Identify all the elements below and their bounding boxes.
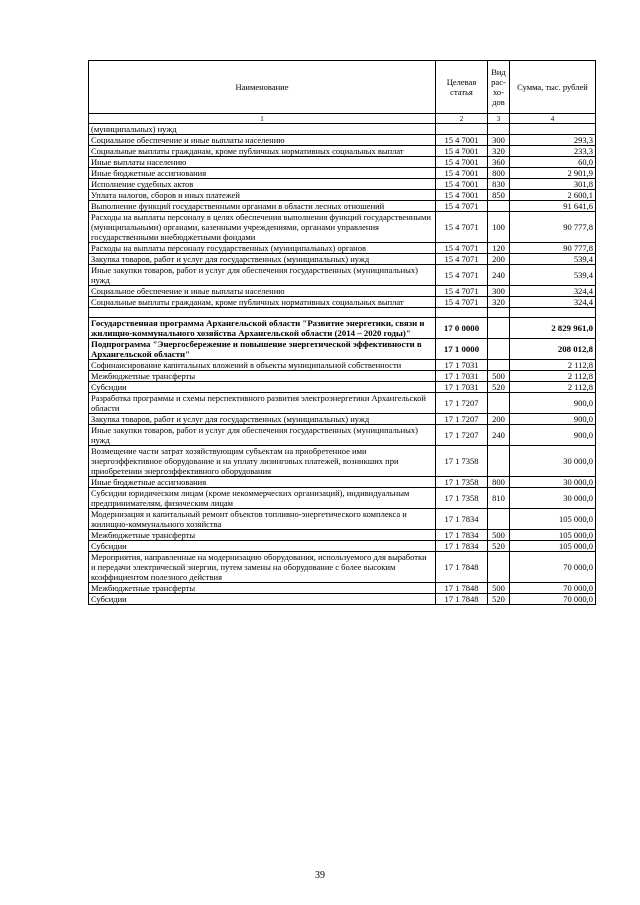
- table-row: [89, 243, 596, 254]
- row-amount: 2 112,8: [510, 360, 596, 371]
- row-expense-type: [488, 509, 510, 530]
- row-name: Социальное обеспечение и иные выплаты населению: [89, 135, 436, 146]
- row-name: Расходы на выплаты персоналу государственных (муниципальных) органов: [89, 243, 436, 254]
- row-amount: 301,8: [510, 179, 596, 190]
- row-name: Субсидии юридическим лицам (кроме некоммерческих организаций), индивидуальным предпринимателям, физическим лицам: [89, 488, 436, 509]
- row-expense-type: 320: [488, 297, 510, 308]
- row-expense-type: 520: [488, 594, 510, 605]
- row-expense-type: 300: [488, 286, 510, 297]
- row-target-code: 17 1 7031: [436, 360, 488, 371]
- row-name: Уплата налогов, сборов и иных платежей: [89, 190, 436, 201]
- row-amount: 324,4: [510, 297, 596, 308]
- row-target-code: [436, 124, 488, 135]
- row-expense-type: 120: [488, 243, 510, 254]
- row-name: [89, 308, 436, 318]
- row-amount: 90 777,8: [510, 212, 596, 243]
- table-row: [89, 382, 596, 393]
- table-row: [89, 360, 596, 371]
- row-amount: 233,3: [510, 146, 596, 157]
- table-row: [89, 477, 596, 488]
- table-row: [89, 212, 596, 243]
- row-target-code: 17 0 0000: [436, 318, 488, 339]
- row-expense-type: 200: [488, 254, 510, 265]
- row-name: Иные закупки товаров, работ и услуг для обеспечения государственных (муниципальных) нужд: [89, 265, 436, 286]
- row-amount: 2 901,9: [510, 168, 596, 179]
- row-expense-type: [488, 339, 510, 360]
- row-amount: [510, 124, 596, 135]
- row-name: Социальное обеспечение и иные выплаты населению: [89, 286, 436, 297]
- table-row: [89, 530, 596, 541]
- table-row: [89, 339, 596, 360]
- table-body: [89, 124, 596, 605]
- row-expense-type: [488, 318, 510, 339]
- table-row: [89, 552, 596, 583]
- table-row: [89, 135, 596, 146]
- row-amount: 30 000,0: [510, 477, 596, 488]
- row-amount: 208 012,8: [510, 339, 596, 360]
- table-row: [89, 318, 596, 339]
- row-amount: 900,0: [510, 393, 596, 414]
- row-target-code: 15 4 7071: [436, 254, 488, 265]
- table-row: [89, 190, 596, 201]
- table-row: [89, 583, 596, 594]
- table-row: [89, 594, 596, 605]
- row-target-code: 15 4 7001: [436, 157, 488, 168]
- row-name: Иные бюджетные ассигнования: [89, 477, 436, 488]
- row-name: Софинансирование капитальных вложений в объекты муниципальной собственности: [89, 360, 436, 371]
- table-row: [89, 179, 596, 190]
- row-amount: 900,0: [510, 425, 596, 446]
- table-row: [89, 393, 596, 414]
- row-target-code: 17 1 7031: [436, 371, 488, 382]
- row-name: Социальные выплаты гражданам, кроме публичных нормативных социальных выплат: [89, 297, 436, 308]
- row-name: Подпрограмма "Энергосбережение и повышение энергетической эффективности в Архангельской области": [89, 339, 436, 360]
- row-expense-type: [488, 201, 510, 212]
- row-expense-type: 800: [488, 168, 510, 179]
- row-expense-type: [488, 124, 510, 135]
- row-target-code: 17 1 0000: [436, 339, 488, 360]
- row-amount: 70 000,0: [510, 583, 596, 594]
- row-amount: 2 829 961,0: [510, 318, 596, 339]
- row-target-code: 17 1 7207: [436, 425, 488, 446]
- table-row: [89, 286, 596, 297]
- row-expense-type: 520: [488, 541, 510, 552]
- row-name: Выполнение функций государственными органами в области лесных отношений: [89, 201, 436, 212]
- row-name: Субсидии: [89, 594, 436, 605]
- row-name: Иные закупки товаров, работ и услуг для обеспечения государственных (муниципальных) нужд: [89, 425, 436, 446]
- row-expense-type: [488, 552, 510, 583]
- row-target-code: 15 4 7071: [436, 212, 488, 243]
- row-expense-type: 240: [488, 425, 510, 446]
- row-amount: 539,4: [510, 265, 596, 286]
- row-target-code: 17 1 7207: [436, 414, 488, 425]
- row-target-code: 15 4 7071: [436, 286, 488, 297]
- column-number: 4: [510, 114, 596, 124]
- row-amount: 70 000,0: [510, 552, 596, 583]
- row-amount: 30 000,0: [510, 446, 596, 477]
- column-number-row: [89, 114, 596, 124]
- table-row: [89, 254, 596, 265]
- row-amount: 105 000,0: [510, 530, 596, 541]
- row-expense-type: 800: [488, 477, 510, 488]
- row-target-code: 15 4 7001: [436, 146, 488, 157]
- table-row: [89, 541, 596, 552]
- table-row: [89, 509, 596, 530]
- column-number: 1: [89, 114, 436, 124]
- row-target-code: 17 1 7031: [436, 382, 488, 393]
- row-target-code: 17 1 7834: [436, 541, 488, 552]
- row-expense-type: [488, 308, 510, 318]
- page-number: 39: [315, 870, 325, 881]
- row-amount: 2 112,8: [510, 371, 596, 382]
- row-name: Межбюджетные трансферты: [89, 583, 436, 594]
- row-expense-type: 320: [488, 146, 510, 157]
- row-target-code: 15 4 7001: [436, 168, 488, 179]
- row-amount: 91 641,6: [510, 201, 596, 212]
- row-name: Закупка товаров, работ и услуг для государственных (муниципальных) нужд: [89, 414, 436, 425]
- table-row: [89, 371, 596, 382]
- row-expense-type: 520: [488, 382, 510, 393]
- row-name: Иные бюджетные ассигнования: [89, 168, 436, 179]
- row-target-code: 15 4 7071: [436, 265, 488, 286]
- row-target-code: 17 1 7834: [436, 509, 488, 530]
- row-amount: 30 000,0: [510, 488, 596, 509]
- row-name: Исполнение судебных актов: [89, 179, 436, 190]
- row-target-code: 15 4 7071: [436, 201, 488, 212]
- row-amount: 900,0: [510, 414, 596, 425]
- row-target-code: 17 1 7358: [436, 488, 488, 509]
- header-row: [89, 61, 596, 114]
- row-expense-type: 500: [488, 530, 510, 541]
- row-target-code: 17 1 7848: [436, 594, 488, 605]
- row-expense-type: 360: [488, 157, 510, 168]
- row-expense-type: 300: [488, 135, 510, 146]
- table-row: [89, 265, 596, 286]
- row-target-code: 17 1 7848: [436, 552, 488, 583]
- row-target-code: 15 4 7001: [436, 135, 488, 146]
- row-name: Социальные выплаты гражданам, кроме публичных нормативных социальных выплат: [89, 146, 436, 157]
- row-target-code: 17 1 7358: [436, 477, 488, 488]
- row-amount: 2 600,1: [510, 190, 596, 201]
- row-target-code: 17 1 7848: [436, 583, 488, 594]
- row-name: Государственная программа Архангельской области "Развитие энергетики, связи и жилищно-коммунального хозяйства Архангельской области (2014 – 2020 годы)": [89, 318, 436, 339]
- row-name: Межбюджетные трансферты: [89, 530, 436, 541]
- row-amount: 324,4: [510, 286, 596, 297]
- row-name: Субсидии: [89, 382, 436, 393]
- row-amount: 70 000,0: [510, 594, 596, 605]
- header-code: Целевая статья: [436, 61, 488, 114]
- row-expense-type: 100: [488, 212, 510, 243]
- row-name: Разработка программы и схемы перспективного развития электроэнергетики Архангельской области: [89, 393, 436, 414]
- table-row: [89, 124, 596, 135]
- row-name: Расходы на выплаты персоналу в целях обеспечения выполнения функций государственными (муниципальными) органами, казенными учреждениями, органами управления государственными внебюджетными фондами: [89, 212, 436, 243]
- row-target-code: 15 4 7071: [436, 243, 488, 254]
- row-expense-type: 500: [488, 583, 510, 594]
- row-name: Субсидии: [89, 541, 436, 552]
- row-amount: 90 777,8: [510, 243, 596, 254]
- table-row: [89, 146, 596, 157]
- header-sum: Сумма, тыс. рублей: [510, 61, 596, 114]
- row-target-code: 17 1 7358: [436, 446, 488, 477]
- row-expense-type: [488, 446, 510, 477]
- row-name: Иные выплаты населению: [89, 157, 436, 168]
- row-name: Мероприятия, направленные на модернизацию оборудования, используемого для выработки и передачи электрической энергии, путем замены на оборудование с более высоким коэффициентом полезного действия: [89, 552, 436, 583]
- budget-table: [88, 60, 596, 605]
- row-amount: 105 000,0: [510, 509, 596, 530]
- row-name: Межбюджетные трансферты: [89, 371, 436, 382]
- row-expense-type: 240: [488, 265, 510, 286]
- table-row: [89, 157, 596, 168]
- header-vid: Вид рас- хо- дов: [488, 61, 510, 114]
- table-row: [89, 168, 596, 179]
- row-expense-type: 810: [488, 488, 510, 509]
- row-amount: 539,4: [510, 254, 596, 265]
- row-amount: 293,3: [510, 135, 596, 146]
- row-target-code: 15 4 7071: [436, 297, 488, 308]
- row-target-code: 17 1 7834: [436, 530, 488, 541]
- table-row: [89, 425, 596, 446]
- row-target-code: [436, 308, 488, 318]
- table-row: [89, 446, 596, 477]
- row-name: Закупка товаров, работ и услуг для государственных (муниципальных) нужд: [89, 254, 436, 265]
- row-expense-type: 850: [488, 190, 510, 201]
- row-amount: 105 000,0: [510, 541, 596, 552]
- row-expense-type: [488, 393, 510, 414]
- column-number: 3: [488, 114, 510, 124]
- row-expense-type: [488, 360, 510, 371]
- row-expense-type: 830: [488, 179, 510, 190]
- row-target-code: 17 1 7207: [436, 393, 488, 414]
- table-row: [89, 414, 596, 425]
- row-target-code: 15 4 7001: [436, 179, 488, 190]
- column-number: 2: [436, 114, 488, 124]
- row-name: Модернизация и капитальный ремонт объектов топливно-энергетического комплекса и жилищно-коммунального хозяйства: [89, 509, 436, 530]
- row-amount: [510, 308, 596, 318]
- table-row: [89, 308, 596, 318]
- table-row: [89, 297, 596, 308]
- header-name: Наименование: [89, 61, 436, 114]
- table-row: [89, 201, 596, 212]
- table-row: [89, 488, 596, 509]
- row-amount: 60,0: [510, 157, 596, 168]
- row-expense-type: 200: [488, 414, 510, 425]
- row-amount: 2 112,8: [510, 382, 596, 393]
- row-name: (муниципальных) нужд: [89, 124, 436, 135]
- row-name: Возмещение части затрат хозяйствующим субъектам на приобретенное ими энергоэффективное оборудование и на уплату лизинговых платежей, возникших при приобретении энергоэффективного оборудования: [89, 446, 436, 477]
- row-target-code: 15 4 7001: [436, 190, 488, 201]
- row-expense-type: 500: [488, 371, 510, 382]
